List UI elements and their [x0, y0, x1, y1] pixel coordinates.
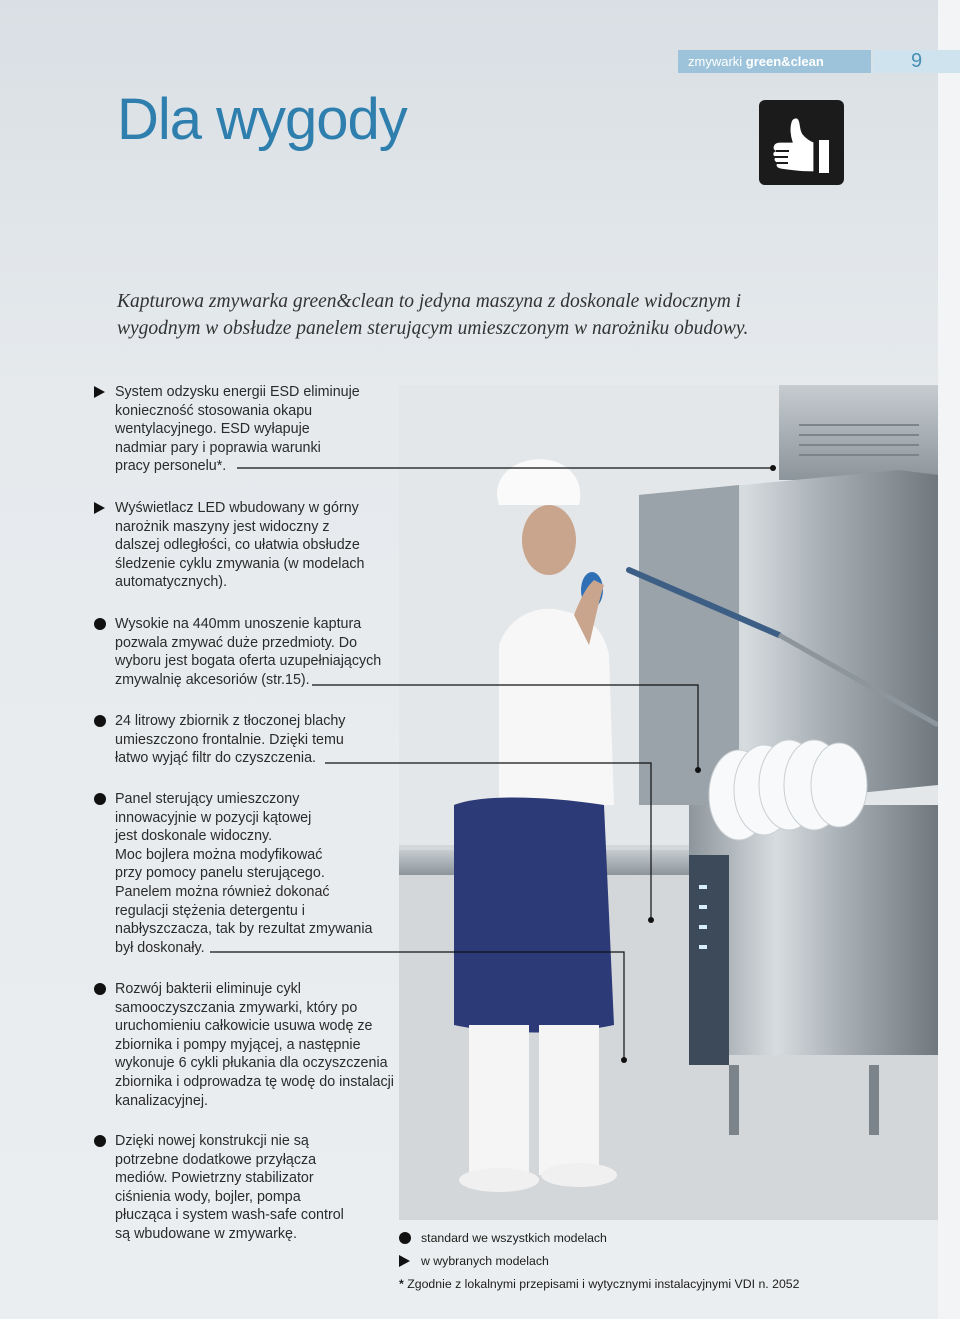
legend-optional-text: w wybranych modelach: [421, 1254, 549, 1268]
feature-text: System odzysku energii ESD eliminuje konieczność stosowania okapu wentylacyjnego. ESD wyłapuje nadmiar pary i poprawia warunki pracy personelu*.: [115, 384, 360, 475]
legend-standard-text: standard we wszystkich modelach: [421, 1231, 607, 1245]
footnote-star: *: [399, 1277, 404, 1291]
page-number: 9: [873, 50, 960, 73]
optional-marker: [399, 1255, 410, 1267]
feature-text: Panel sterujący umieszczony innowacyjnie w pozycji kątowej jest doskonale widoczny. Moc bojlera można modyfikować przy pomocy panelu sterującego. Panelem można również dokonać regulacji stężenia detergentu i nabłyszczacza, tak by rezultat zmywania był doskonały.: [115, 791, 373, 956]
footnote: [399, 1277, 800, 1291]
intro-text: Kapturowa zmywarka green&clean to jedyna maszyna z doskonale widocznym i wygodnym w obsłudze panelem sterującym umieszczonym w narożniku obudowy.: [117, 291, 749, 339]
feature-text: Dzięki nowej konstrukcji nie są potrzebne dodatkowe przyłącza mediów. Powietrzny stabilizator ciśnienia wody, bojler, pompa płucząca i system wash-safe control są wbudowane w zmywarkę.: [115, 1133, 344, 1242]
series-name: green&clean: [745, 54, 824, 69]
feature-text: Rozwój bakterii eliminuje cykl samooczyszczania zmywarki, który po uruchomieniu całkowicie usuwa wodę ze zbiornika i pompy myjącej, a następnie wykonuje 6 cykli płukania dla oczyszczenia zbiornika i odprowadza tę wodę do instalacji kanalizacyjnej.: [115, 981, 394, 1109]
page-title: Dla wygody: [117, 87, 407, 152]
feature-text: Wyświetlacz LED wbudowany w górny narożnik maszyny jest widoczny z dalszej odległości, co ułatwia obsłudze śledzenie cyklu zmywania (w modelach automatycznych).: [115, 500, 365, 591]
series-prefix: zmywarki: [688, 54, 746, 69]
footnote-text: Zgodnie z lokalnymi przepisami i wytycznymi instalacyjnymi VDI n. 2052: [403, 1277, 800, 1291]
feature-text: Wysokie na 440mm unoszenie kaptura pozwala zmywać duże przedmioty. Do wyboru jest bogata oferta uzupełniających zmywalnię akcesoriów (str.15).: [115, 616, 382, 688]
standard-marker: [399, 1232, 411, 1244]
feature-text: 24 litrowy zbiornik z tłoczonej blachy umieszczono frontalnie. Dzięki temu łatwo wyjąć filtr do czyszczenia.: [115, 713, 346, 767]
